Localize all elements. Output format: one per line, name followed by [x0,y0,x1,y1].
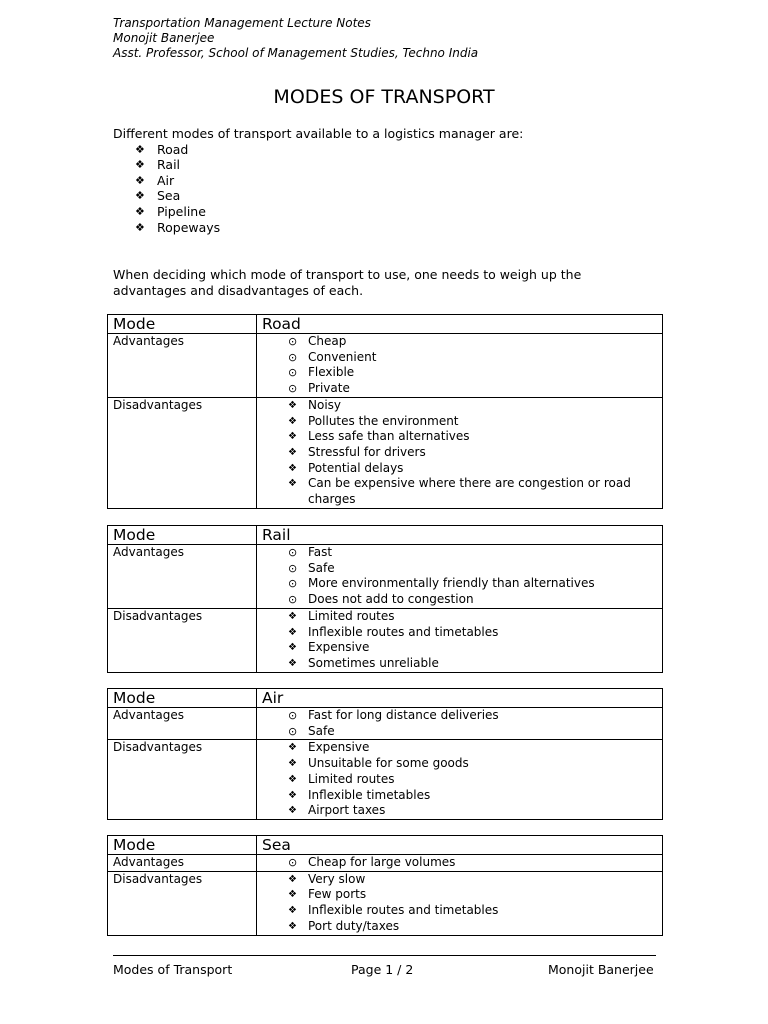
disadvantages-list [262,872,657,935]
list-item: ⊙ Fast for long distance deliveries [288,708,657,724]
table-header-row [108,315,663,334]
advantages-list [262,545,657,608]
sea-table [107,835,663,936]
advantages-row [108,545,663,609]
list-item: ❖ Inflexible timetables [288,788,657,804]
document-header [113,16,478,61]
list-item: ⊙ Private [288,381,657,397]
disadvantages-row [108,871,663,935]
list-item: ⊙ More environmentally friendly than alternatives [288,576,657,592]
disadvantages-row [108,608,663,672]
list-item: ❖ Limited routes [288,772,657,788]
advantages-list [262,708,657,739]
list-item: ❖ Ropeways [135,220,523,236]
list-item: ❖ Expensive [288,640,657,656]
list-item: ❖ Inflexible routes and timetables [288,625,657,641]
header-affiliation: Asst. Professor, School of Management Studies, Techno India [113,46,479,60]
mode-name: Rail [257,526,663,545]
list-item: ❖ Less safe than alternatives [288,429,657,445]
list-item: ❖ Very slow [288,872,657,888]
list-item: ⊙ Flexible [288,365,657,381]
list-item: ❖ Noisy [288,398,657,414]
list-item: ❖ Limited routes [288,609,657,625]
list-item: ❖ Few ports [288,887,657,903]
mode-name: Road [257,315,663,334]
mode-name: Air [257,689,663,708]
disadvantages-list [262,398,657,508]
disadvantages-list [262,740,657,819]
header-course: Transportation Management Lecture Notes [113,16,371,30]
list-item: ❖ Pollutes the environment [288,414,657,430]
list-item: ❖ Expensive [288,740,657,756]
list-item: ⊙ Fast [288,545,657,561]
air-table [107,688,663,820]
advantages-list [262,855,657,871]
list-item: ❖ Inflexible routes and timetables [288,903,657,919]
mode-label: Mode [108,689,257,708]
intro-text: Different modes of transport available to a logistics manager are: [113,126,524,141]
disadvantages-label: Disadvantages [108,397,257,508]
mode-name: Sea [257,836,663,855]
footer-left: Modes of Transport [113,962,233,977]
disadvantages-label: Disadvantages [108,608,257,672]
list-item: ❖ Road [135,142,523,158]
list-item: ⊙ Does not add to congestion [288,592,657,608]
mode-label: Mode [108,836,257,855]
list-item: ❖ Stressful for drivers [288,445,657,461]
advantages-row [108,708,663,740]
footer-author: Monojit Banerjee [548,962,654,977]
list-item: ⊙ Safe [288,724,657,740]
advantages-row [108,855,663,872]
modes-list [113,142,523,236]
mode-label: Mode [108,315,257,334]
intro-section [113,126,523,235]
list-item: ⊙ Convenient [288,350,657,366]
rail-table [107,525,663,673]
list-item: ⊙ Safe [288,561,657,577]
disadvantages-list [262,609,657,672]
advantages-list [262,334,657,397]
table-header-row [108,836,663,855]
list-item: ⊙ Cheap [288,334,657,350]
advantages-label: Advantages [108,545,257,609]
list-item: ❖ Potential delays [288,461,657,477]
list-item: ❖ Unsuitable for some goods [288,756,657,772]
list-item: ⊙ Cheap for large volumes [288,855,657,871]
mode-label: Mode [108,526,257,545]
road-table [107,314,663,509]
list-item: ❖ Can be expensive where there are congestion or road charges [288,476,657,507]
header-author: Monojit Banerjee [113,31,215,45]
table-header-row [108,526,663,545]
advantages-label: Advantages [108,855,257,872]
disadvantages-row [108,397,663,508]
advantages-label: Advantages [108,334,257,398]
disadvantages-row [108,740,663,820]
intro-paragraph: When deciding which mode of transport to use, one needs to weigh up the advantages and disadvantages of each. [113,267,582,298]
list-item: ❖ Air [135,173,523,189]
disadvantages-label: Disadvantages [108,871,257,935]
advantages-row [108,334,663,398]
advantages-label: Advantages [108,708,257,740]
list-item: ❖ Sometimes unreliable [288,656,657,672]
footer-divider [113,955,656,956]
table-header-row [108,689,663,708]
list-item: ❖ Airport taxes [288,803,657,819]
list-item: ❖ Rail [135,157,523,173]
list-item: ❖ Pipeline [135,204,523,220]
page-title: MODES OF TRANSPORT [273,86,495,108]
list-item: ❖ Port duty/taxes [288,919,657,935]
disadvantages-label: Disadvantages [108,740,257,820]
footer-page-number: Page 1 / 2 [351,962,414,977]
list-item: ❖ Sea [135,188,523,204]
